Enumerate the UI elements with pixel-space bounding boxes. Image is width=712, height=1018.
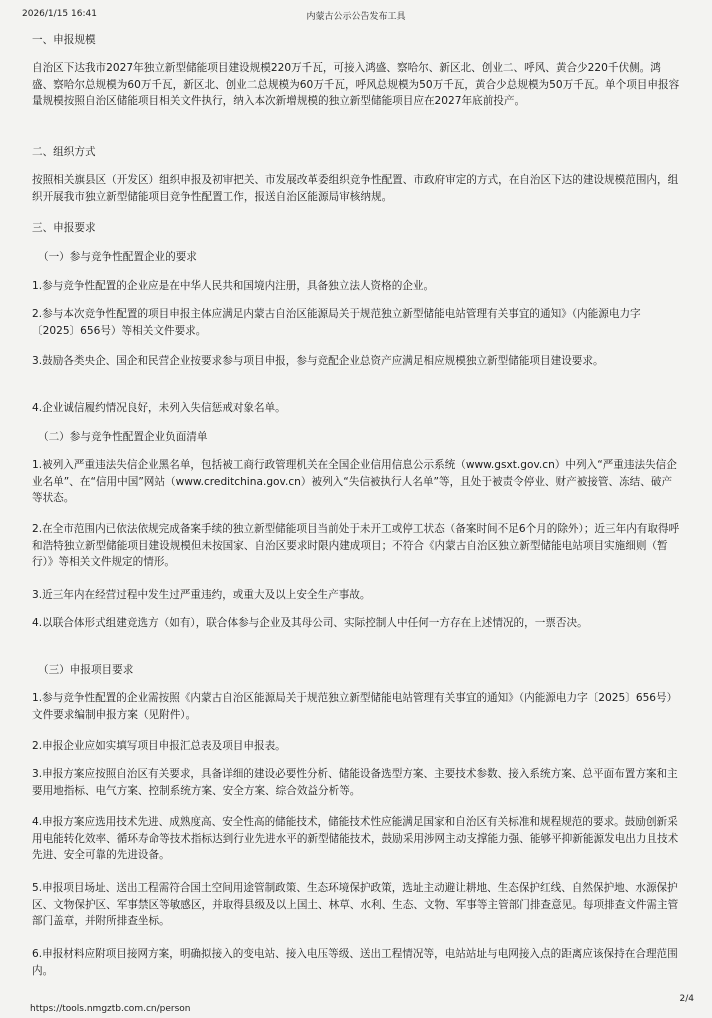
paragraph: 自治区下达我市2027年独立新型储能项目建设规模220万千瓦，可接入鸿盛、察哈尔、新区北、创业二、呼风、黄合少220千伏侧。鸿盛、察哈尔总规模为60万千瓦，新区北、创业二总规模为60万千瓦，呼风总规模为50万千瓦，黄合少总规模为50万千瓦。单个项目申报容量规模按照自治区储能项目相关文件执行，纳入本次新增规模的独立新型储能项目应在2027年底前投产。	[32, 62, 680, 108]
paragraph: 按照相关旗县区（开发区）组织申报及初审把关、市发展改革委组织竞争性配置、市政府审定的方式，在自治区下达的建设规模范围内，组织开展我市独立新型储能项目竞争性配置工作，报送自治区能源局审核纳规。	[32, 174, 679, 203]
print-header	[16, 9, 696, 23]
paragraph: 3.近三年内在经营过程中发生过严重违约，或重大及以上安全生产事故。	[32, 589, 371, 601]
section-heading: 二、组织方式	[32, 146, 96, 158]
paragraph: 1.参与竞争性配置的企业需按照《内蒙古自治区能源局关于规范独立新型储能电站管理有关事宜的通知》（内能源电力字〔2025〕656号）文件要求编制申报方案（见附件）。	[32, 692, 678, 721]
section-heading: 三、申报要求	[32, 222, 96, 234]
paragraph: 2.在全市范围内已依法依规完成备案手续的独立新型储能项目当前处于未开工或停工状态（备案时间不足6个月的除外）；近三年内有取得呼和浩特独立新型储能项目建设规模但未按国家、自治区要求时限内建成项目；不符合《内蒙古自治区独立新型储能电站项目实施细则（暂行）》等相关文件规定的情形。	[32, 523, 680, 569]
paragraph: 2.申报企业应如实填写项目申报汇总表及项目申报表。	[32, 740, 286, 752]
section-heading: （三）申报项目要求	[38, 664, 134, 676]
paragraph: 2.参与本次竞争性配置的项目申报主体应满足内蒙古自治区能源局关于规范独立新型储能电站管理有关事宜的通知》（内能源电力字〔2025〕656号）等相关文件要求。	[32, 308, 641, 337]
paragraph: 4.企业诚信履约情况良好，未列入失信惩戒对象名单。	[32, 402, 286, 414]
paragraph: 4.以联合体形式组建竞选方（如有），联合体参与企业及其母公司、实际控制人中任何一方存在上述情况的，一票否决。	[32, 617, 588, 629]
section-heading: （二）参与竞争性配置企业负面清单	[38, 431, 208, 443]
print-title: 内蒙古公示公告发布工具	[306, 12, 406, 22]
section-heading: （一）参与竞争性配置企业的要求	[38, 251, 197, 263]
print-datetime: 2026/1/15 16:41	[22, 9, 97, 19]
section-heading: 一、申报规模	[32, 34, 96, 46]
page-number: 2/4	[679, 994, 694, 1004]
paragraph: 5.申报项目场址、送出工程需符合国土空间用途管制政策、生态环境保护政策，选址主动避让耕地、生态保护红线、自然保护地、水源保护区、文物保护区、军事禁区等敏感区，并取得县级及以上国土、林草、水利、生态、文物、军事等主管部门排查意见。每项排查文件需主管部门盖章，并附所排查坐标。	[32, 882, 679, 928]
paragraph: 3.鼓励各类央企、国企和民营企业按要求参与项目申报，参与竞配企业总资产应满足相应规模独立新型储能项目建设要求。	[32, 355, 604, 367]
paragraph: 3.申报方案应按照自治区有关要求，具备详细的建设必要性分析、储能设备选型方案、主要技术参数、接入系统方案、总平面布置方案和主要用地指标、电气方案、控制系统方案、安全方案、综合效益分析等。	[32, 768, 678, 797]
paragraph: 6.申报材料应附项目接网方案，明确拟接入的变电站、接入电压等级、送出工程情况等，电站站址与电网接入点的距离应该保持在合理范围内。	[32, 948, 678, 977]
footer-url: https://tools.nmgztb.com.cn/person	[30, 1004, 191, 1014]
paragraph: 1.参与竞争性配置的企业应是在中华人民共和国境内注册，具备独立法人资格的企业。	[32, 280, 435, 292]
paragraph: 4.申报方案应选用技术先进、成熟度高、安全性高的储能技术，储能技术性应能满足国家和自治区有关标准和规程规范的要求。鼓励创新采用电能转化效率、循环寿命等技术指标达到行业先进水平的新型储能技术，鼓励采用涉网主动支撑能力强、能够平抑新能源发电出力且技术先进、安全可靠的先进设备。	[32, 816, 679, 862]
paragraph: 1.被列入严重违法失信企业黑名单，包括被工商行政管理机关在全国企业信用信息公示系统（www.gsxt.gov.cn）中列入“严重违法失信企业名单”、在“信用中国”网站（www.creditchina.gov.cn）被列入“失信被执行人名单”等，且处于被责令停业、财产被接管、冻结、破产等状态。	[32, 459, 677, 505]
